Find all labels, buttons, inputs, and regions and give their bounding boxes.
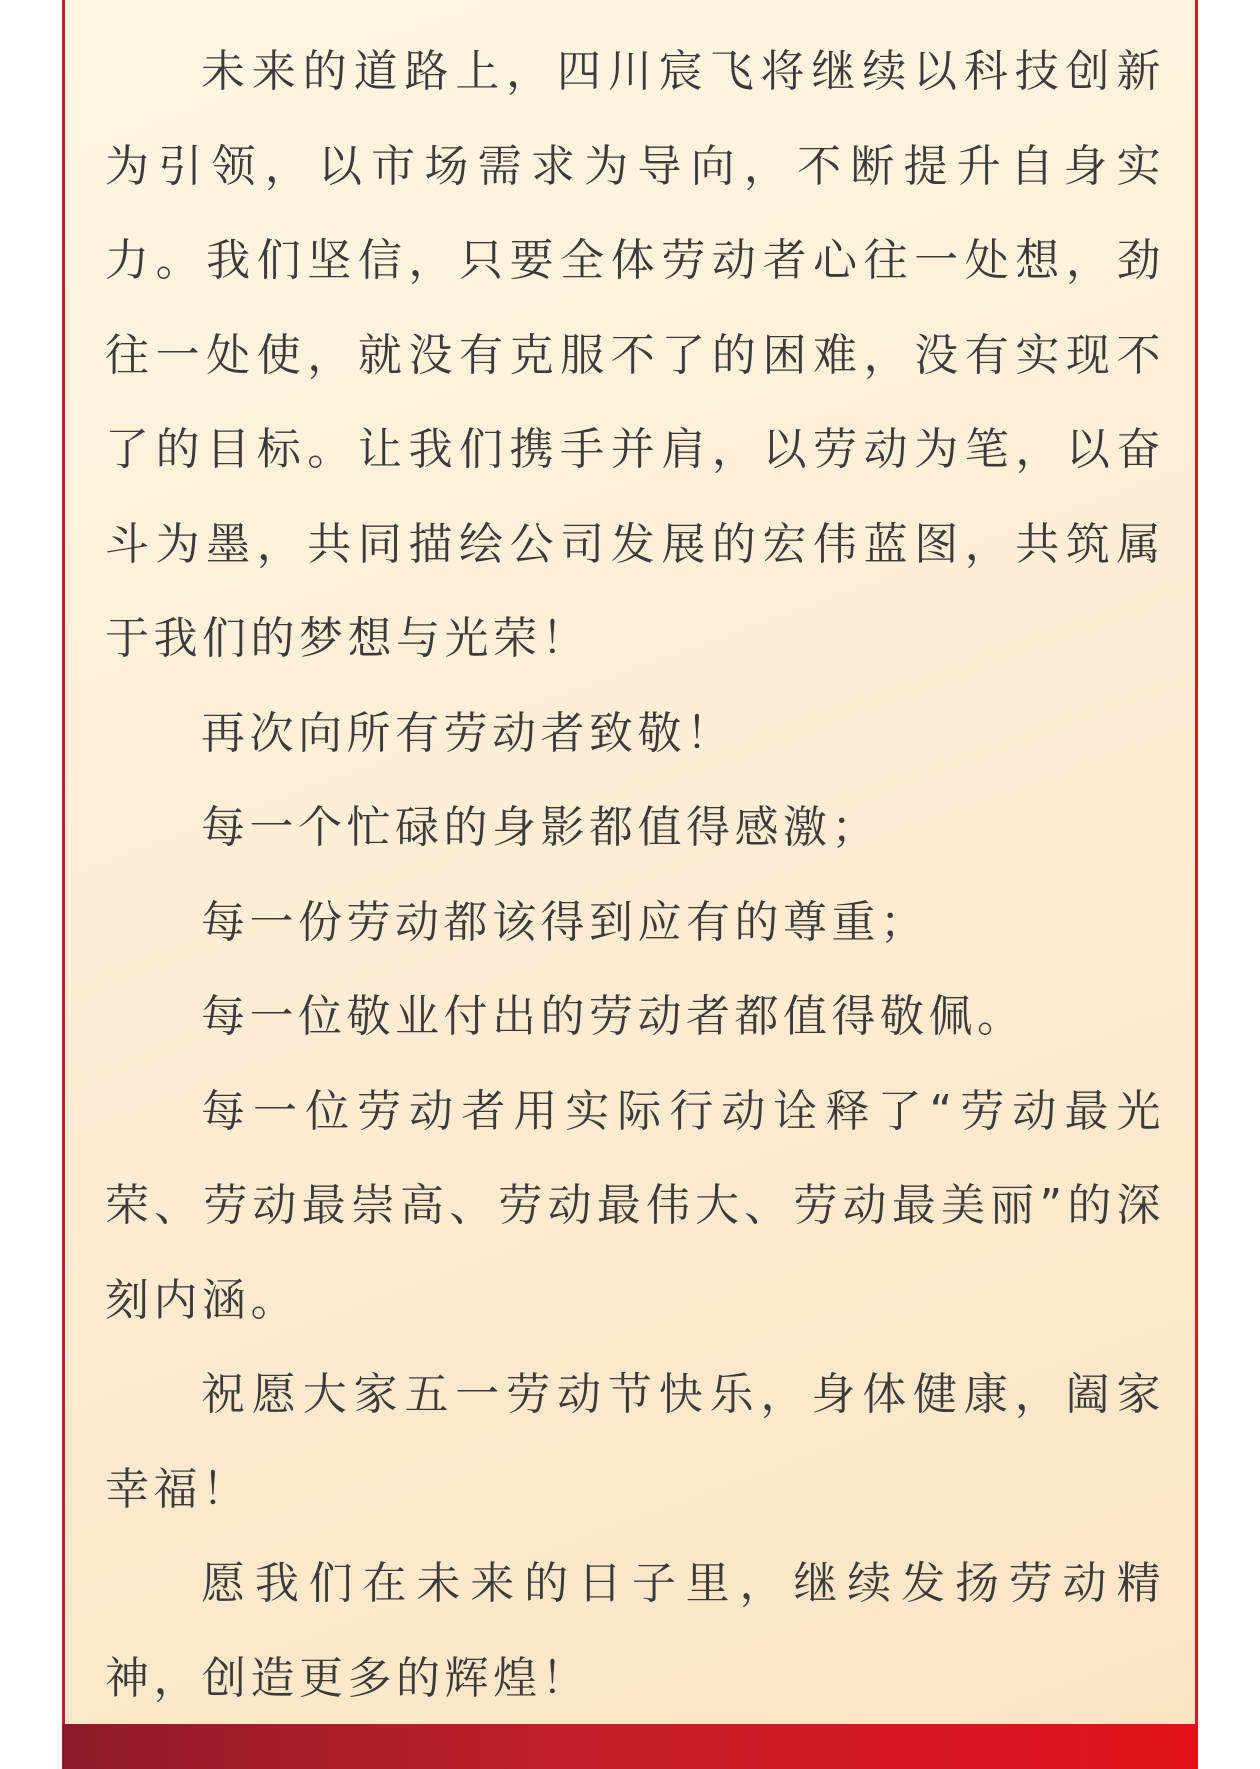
- paragraph-labor-meaning: 每一位劳动者用实际行动诠释了“劳动最光荣、劳动最崇高、劳动最伟大、劳动最美丽”的深刻内涵。: [105, 1085, 1165, 1326]
- paragraph-holiday-wishes: 祝愿大家五一劳动节快乐，身体健康，阖家幸福！: [105, 1369, 1165, 1515]
- paragraph-respect: 每一份劳动都该得到应有的尊重；: [201, 896, 929, 948]
- letter-card: [62, 0, 1198, 1724]
- paragraph-salute: 再次向所有劳动者致敬！: [201, 707, 735, 759]
- paragraph-gratitude: 每一个忙碌的身影都值得感激；: [201, 802, 880, 853]
- paragraph-closing: 愿我们在未来的日子里，继续发扬劳动精神，创造更多的辉煌！: [105, 1558, 1165, 1704]
- paragraph-future-outlook: 未来的道路上，四川宸飞将继续以科技创新为引领，以市场需求为导向，不断提升自身实力。我们坚信，只要全体劳动者心往一处想，劲往一处使，就没有克服不了的困难，没有实现不了的目标。让我们携手并肩，以劳动为笔，以奋斗为墨，共同描绘公司发展的宏伟蓝图，共筑属于我们的梦想与光荣！: [105, 46, 1165, 664]
- bottom-decorative-bar: [62, 1724, 1198, 1769]
- paragraph-admiration: 每一位敬业付出的劳动者都值得敬佩。: [201, 991, 1026, 1042]
- letter-body: [105, 25, 1165, 1726]
